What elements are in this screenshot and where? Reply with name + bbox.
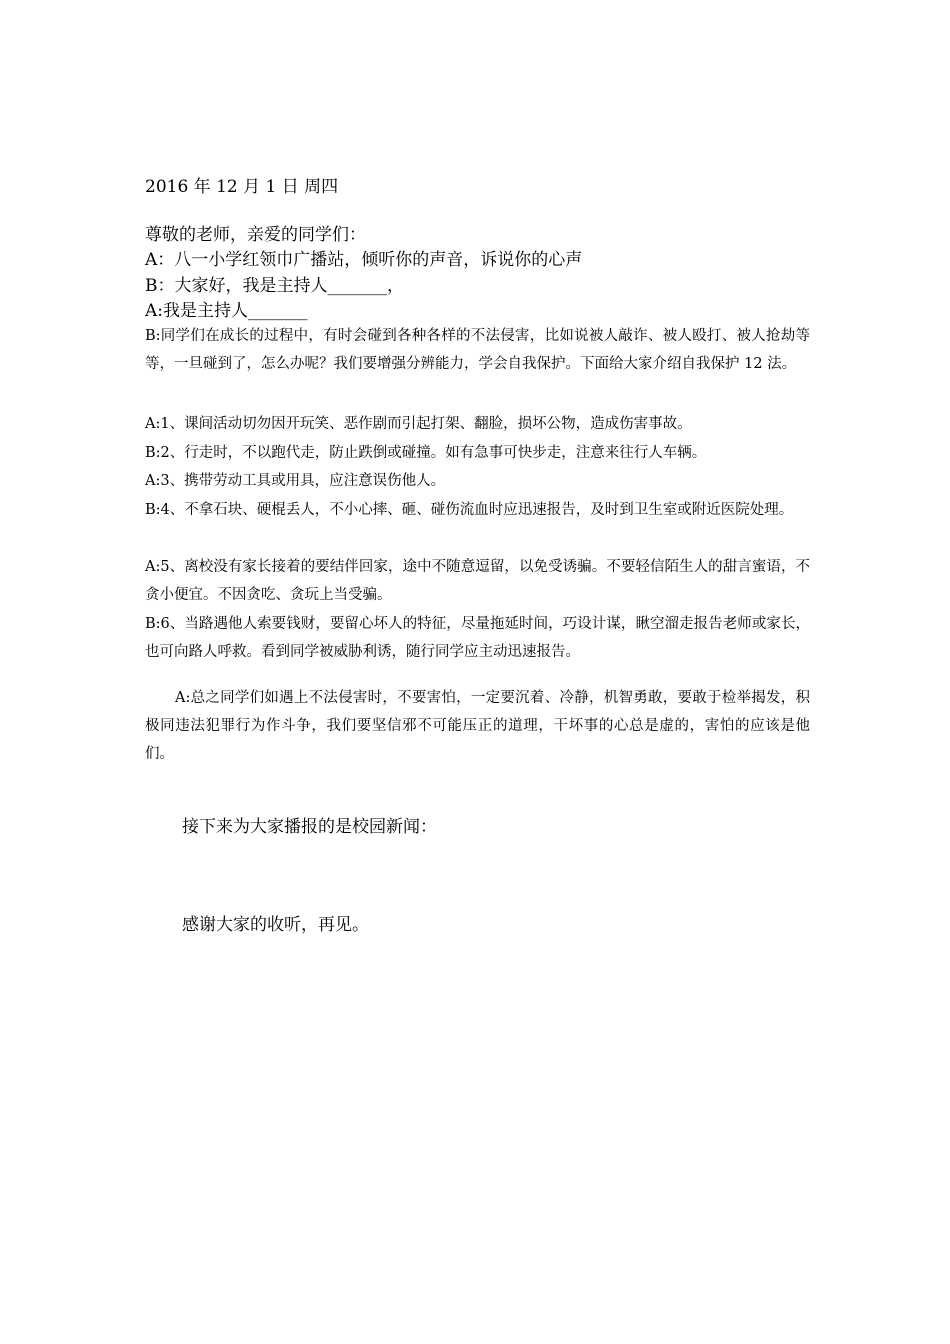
host-a-line-2: A:我是主持人_______ bbox=[145, 301, 308, 321]
farewell: 感谢大家的收听，再见。 bbox=[182, 915, 369, 935]
tip-3: A:3、携带劳动工具或用具，应注意误伤他人。 bbox=[145, 473, 446, 489]
news-intro: 接下来为大家播报的是校园新闻： bbox=[182, 817, 437, 837]
summary-paragraph: A:总之同学们如遇上不法侵害时，不要害怕，一定要沉着、冷静，机智勇敢，要敢于检举揭发，积极同违法犯罪行为作斗争，我们要坚信邪不可能压正的道理，干坏事的心总是虚的，害怕的应该是他们。 bbox=[145, 690, 810, 762]
greeting: 尊敬的老师，亲爱的同学们： bbox=[145, 225, 366, 245]
tip-2: B:2、行走时，不以跑代走，防止跌倒或碰撞。如有急事可快步走，注意来往行人车辆。 bbox=[145, 445, 707, 461]
tip-5: A:5、离校没有家长接着的要结伴回家，途中不随意逗留，以免受诱骗。不要轻信陌生人的甜言蜜语，不贪小便宜。不因贪吃、贪玩上当受骗。 bbox=[145, 559, 810, 603]
host-b-line-1: B：大家好，我是主持人_______， bbox=[145, 276, 404, 296]
tip-6: B:6、当路遇他人索要钱财，要留心坏人的特征，尽量拖延时间，巧设计谋，瞅空溜走报告老师或家长，也可向路人呼救。看到同学被威胁利诱，随行同学应主动迅速报告。 bbox=[145, 616, 810, 660]
host-a-line-1: A：八一小学红领巾广播站，倾听你的声音，诉说你的心声 bbox=[145, 250, 583, 270]
b-intro-paragraph: B:同学们在成长的过程中，有时会碰到各种各样的不法侵害，比如说被人敲诈、被人殴打、被人抢劫等等，一旦碰到了，怎么办呢？我们要增强分辨能力，学会自我保护。下面给大家介绍自我保护 12 法。 bbox=[145, 328, 810, 372]
tip-1: A:1、课间活动切勿因开玩笑、恶作剧而引起打架、翻脸，损坏公物，造成伤害事故。 bbox=[145, 416, 692, 432]
date-line: 2016 年 12 月 1 日 周四 bbox=[145, 177, 339, 197]
tip-4: B:4、不拿石块、硬棍丢人，不小心摔、砸、碰伤流血时应迅速报告，及时到卫生室或附近医院处理。 bbox=[145, 502, 794, 518]
